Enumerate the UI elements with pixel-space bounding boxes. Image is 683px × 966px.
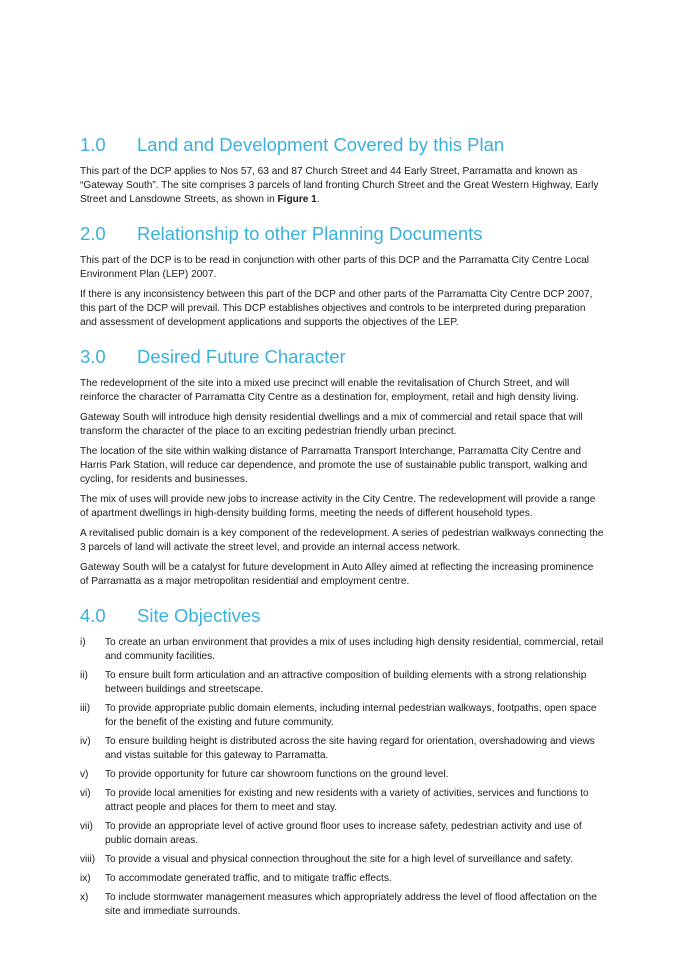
list-marker: x) xyxy=(80,892,89,903)
list-marker: vi) xyxy=(80,788,91,799)
section-title: Site Objectives xyxy=(137,605,261,626)
paragraph: Gateway South will introduce high density residential dwellings and a mix of commercial and retail space that will transform the character of the place to an exciting pedestrian friendly urban precinct. xyxy=(80,412,583,437)
list-item xyxy=(80,787,604,815)
section-heading-3 xyxy=(80,346,604,368)
list-item-text: To include stormwater management measures which appropriately address the level of flood affectation on the site and immediate surrounds. xyxy=(105,892,597,917)
list-marker: vii) xyxy=(80,821,93,832)
list-item xyxy=(80,820,604,848)
paragraph: This part of the DCP applies to Nos 57, 63 and 87 Church Street and 44 Early Street, Parramatta and known as “Gateway South”. The site comprises 3 parcels of land fronting Church Street and the Great Western Highway, Early Street and Lansdowne Streets, as shown in Figure 1. xyxy=(80,166,599,205)
list-item-text: To provide a visual and physical connection throughout the site for a high level of surveillance and safety. xyxy=(105,854,573,865)
section-number: 3.0 xyxy=(80,346,106,367)
list-item-text: To provide an appropriate level of active ground floor uses to increase safety, pedestrian activity and use of public domain areas. xyxy=(105,821,582,846)
list-marker: ii) xyxy=(80,670,88,681)
list-item-text: To ensure building height is distributed across the site having regard for orientation, overshadowing and views and vistas suitable for this gateway to Parramatta. xyxy=(105,736,595,761)
list-item xyxy=(80,735,604,763)
list-marker: ix) xyxy=(80,873,91,884)
list-item xyxy=(80,636,604,664)
section-title: Relationship to other Planning Documents xyxy=(137,223,483,244)
list-item xyxy=(80,891,604,919)
section-number: 1.0 xyxy=(80,134,106,155)
paragraph: This part of the DCP is to be read in conjunction with other parts of this DCP and the Parramatta City Centre Local Environment Plan (LEP) 2007. xyxy=(80,255,590,280)
section-heading-4 xyxy=(80,605,604,627)
paragraph: The redevelopment of the site into a mixed use precinct will enable the revitalisation of Church Street, and will reinforce the character of Parramatta City Centre as a destination for, employment, retail and high density living. xyxy=(80,378,579,403)
document-page xyxy=(80,134,604,924)
list-item xyxy=(80,669,604,697)
list-item-text: To create an urban environment that provides a mix of uses including high density residential, commercial, retail and community facilities. xyxy=(105,637,604,662)
list-item-text: To ensure built form articulation and an attractive composition of building elements with a strong relationship between buildings and streetscape. xyxy=(105,670,587,695)
list-item-text: To provide appropriate public domain elements, including internal pedestrian walkways, footpaths, open space for the benefit of the existing and future community. xyxy=(105,703,597,728)
paragraph: The location of the site within walking distance of Parramatta Transport Interchange, Parramatta City Centre and Harris Park Station, will reduce car dependence, and promote the use of sustainable public transport, walking and cycling, for residents and businesses. xyxy=(80,446,588,485)
paragraph: If there is any inconsistency between this part of the DCP and other parts of the Parramatta City Centre DCP 2007, this part of the DCP will prevail. This DCP establishes objectives and controls to be interpreted during preparation and assessment of development applications and supports the objectives of the LEP. xyxy=(80,289,593,328)
list-item-text: To accommodate generated traffic, and to mitigate traffic effects. xyxy=(105,873,392,884)
section-number: 4.0 xyxy=(80,605,106,626)
figure-reference: Figure 1 xyxy=(277,194,317,205)
list-marker: iii) xyxy=(80,703,91,714)
section-heading-1 xyxy=(80,134,604,156)
list-item xyxy=(80,853,604,867)
section-title: Land and Development Covered by this Plan xyxy=(137,134,505,155)
section-heading-2 xyxy=(80,223,604,245)
section-title: Desired Future Character xyxy=(137,346,346,367)
list-marker: v) xyxy=(80,769,89,780)
paragraph: Gateway South will be a catalyst for future development in Auto Alley aimed at reflecting the increasing prominence of Parramatta as a major metropolitan residential and employment centre. xyxy=(80,562,594,587)
section-number: 2.0 xyxy=(80,223,106,244)
list-marker: iv) xyxy=(80,736,91,747)
list-item xyxy=(80,768,604,782)
list-marker: i) xyxy=(80,637,86,648)
list-marker: viii) xyxy=(80,854,96,865)
objectives-list xyxy=(80,636,604,919)
paragraph: A revitalised public domain is a key component of the redevelopment. A series of pedestrian walkways connecting the 3 parcels of land will activate the street level, and provide an internal access network. xyxy=(80,528,604,553)
list-item-text: To provide local amenities for existing and new residents with a variety of activities, services and functions to attract people and places for them to meet and stay. xyxy=(105,788,589,813)
list-item xyxy=(80,872,604,886)
paragraph: The mix of uses will provide new jobs to increase activity in the City Centre. The redevelopment will provide a range of apartment dwellings in high-density building forms, meeting the needs of different household types. xyxy=(80,494,596,519)
list-item xyxy=(80,702,604,730)
list-item-text: To provide opportunity for future car showroom functions on the ground level. xyxy=(105,769,449,780)
